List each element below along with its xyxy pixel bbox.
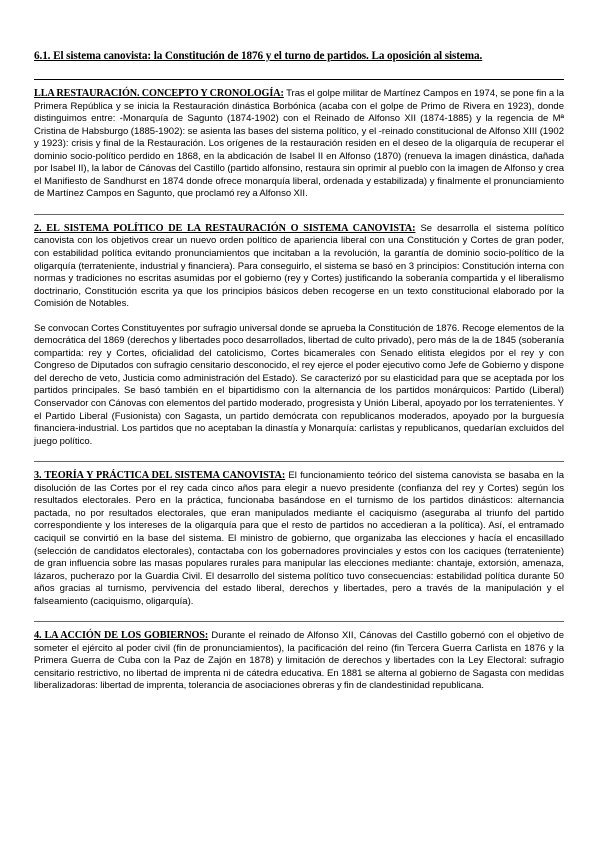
section-divider <box>34 621 564 622</box>
section-divider <box>34 79 564 80</box>
section-2-paragraph-2 <box>34 323 564 448</box>
section-2-heading: 2. EL SISTEMA POLÍTICO DE LA RESTAURACIÓN O SISTEMA CANOVISTA: <box>34 222 416 234</box>
section-2-text: Se desarrolla el sistema político canovista con los objetivos crear un nuevo orden político de apariencia liberal con una Constitución y Cortes de gran poder, con estabilidad política evitando pronunciamientos que incitaban a la revolución, la garantía de dominio socio-político de la oligarquía (terrateniente, industrial y financiera). Para conseguirlo, el sistema se basó en 3 principios: Constitución interna con normas y tradiciones no escritas asumidas por el gobierno (rey y Cortes) justificando la soberanía compartida y el liberalismo doctrinario, Constitución escrita ya que los principios básicos deben recogerse en un texto constitucional elaborado por la Comisión de Notables. <box>34 222 564 310</box>
section-3-heading: 3. TEORÍA Y PRÁCTICA DEL SISTEMA CANOVISTA: <box>34 470 286 482</box>
section-4-heading: 4. LA ACCIÓN DE LOS GOBIERNOS: <box>34 630 209 642</box>
document-page <box>34 50 564 706</box>
section-2-text-2: Se convocan Cortes Constituyentes por sufragio universal donde se aprueba la Constitución de 1876. Recoge elementos de la democrática del 1869 (derechos y libertades poco desarrollados, libertad de culto privado), pero más de la de 1845 (soberanía compartida: rey y Cortes, oficialidad del catolicismo, Cortes bicamerales con Senado elitista elegidos por el rey y con Congreso de Diputados con sufragio censitario desconocido, el rey ejerce el poder ejecutivo como Jefe de Gobierno y dispone del derecho de veto, Justicia como administración del Estado). Se caracterizó por su elasticidad para que se aceptada por los partidos principales. Se basó también en el bipartidismo con la alternancia de los partidos monárquicos: Partido (Liberal) Conservador con Cánovas con elementos del partido moderado, progresista y Unión Liberal, apoyado por los terratenientes. Y el Partido Liberal (Fusionista) con Sagasta, un partido demócrata con republicanos moderados, apoyado por la burguesía financiera-industrial. Los partidos que no aceptaban la dinastía y Monarquía: carlistas y republicanos, quedarían excluidos del juego político. <box>34 322 564 447</box>
section-1 <box>34 88 564 201</box>
section-2 <box>34 223 564 311</box>
section-3 <box>34 470 564 608</box>
document-title: 6.1. El sistema canovista: la Constitución de 1876 y el turno de partidos. La oposición al sistema. <box>34 50 483 62</box>
section-4-text: Durante el reinado de Alfonso XII, Cánovas del Castillo gobernó con el objetivo de someter el ejército al poder civil (fin de pronunciamientos), la pacificación del reino (fin Tercera Guerra Carlista en 1876 y la Primera Guerra de Cuba con la Paz de Zajón en 1878) y limitación de derechos y libertades con la Ley Electoral: sufragio censitario restrictivo, no libertad de imprenta ni de cátedra educativa. En 1881 se alterna al gobierno de Sagasta con medidas liberalizadoras: libertad de imprenta, tolerancia de asociaciones obreras y fin de clandestinidad republicana. <box>34 630 564 692</box>
section-1-heading: LLA RESTAURACIÓN. CONCEPTO Y CRONOLOGÍA: <box>34 88 284 99</box>
section-4 <box>34 630 564 693</box>
section-divider <box>34 214 564 215</box>
section-3-text: El funcionamiento teórico del sistema canovista se basaba en la disolución de las Cortes por el rey cada cinco años para elegir a nuevo presidente (confianza del rey y Cortes) según los resultados electorales. Pero en la práctica, funcionaba basándose en el turnismo de los partidos dinásticos: alternancia pactada, no por resultados electorales, que eran manipulados mediante el caciquismo (aseguraba al triunfo del partido correspondiente y los intereses de la oligarquía para que el resto de partidos no accedieran a la política). Así, el entramado caciquil se convirtió en la base del sistema. El ministro de gobierno, que organizaba las elecciones y hacía el encasillado (selección de candidatos electorales), contactaba con los gobernadores provinciales y estos con los caciques (terrateniente) de gran influencia sobre las masas populares rurales para manipular las elecciones mediante: chantaje, extorsión, amenaza, lázaros, pucherazo por la Guardia Civil. El desarrollo del sistema político tuvo consecuencias: estabilidad política durante 50 años gracias al turnismo, pervivencia del estado liberal, derechos y libertades, pero a través de la manipulación y el falseamiento (caciquismo, oligarquía). <box>34 470 564 607</box>
section-1-text: Tras el golpe militar de Martínez Campos en 1974, se pone fin a la Primera República y se inicia la Restauración dinástica Borbónica (acaba con el golpe de Primo de Rivera en 1923), donde distinguimos entre: -Monarquía de Sagunto (1874-1902) con el Reinado de Alfonso XII (1874-1885) y la regencia de Mª Cristina de Habsburgo (1885-1902): se asienta las bases del sistema político, y el -reinado constitucional de Alfonso XIII (1902 y 1923): crisis y final de la Restauración. Los orígenes de la restauración residen en el deseo de la oligarquía de recuperar el dominio socio-político perdido en 1868, en la abdicación de Isabel II en Alfonso (1870) (renueva la imagen dinástica, dañada por Isabel II), la labor de Cánovas del Castillo (partido alfonsino, restaura sin oprimir al pueblo con la imagen de Alfonso y crea el Manifiesto de Sandhurst en 1874 donde ofrece monarquía liberal, ordenada y estabilizada) y finalmente el pronunciamiento de Martínez Campos en Sagunto, que proclamó rey a Alfonso XII. <box>34 88 565 200</box>
section-divider <box>34 461 564 462</box>
